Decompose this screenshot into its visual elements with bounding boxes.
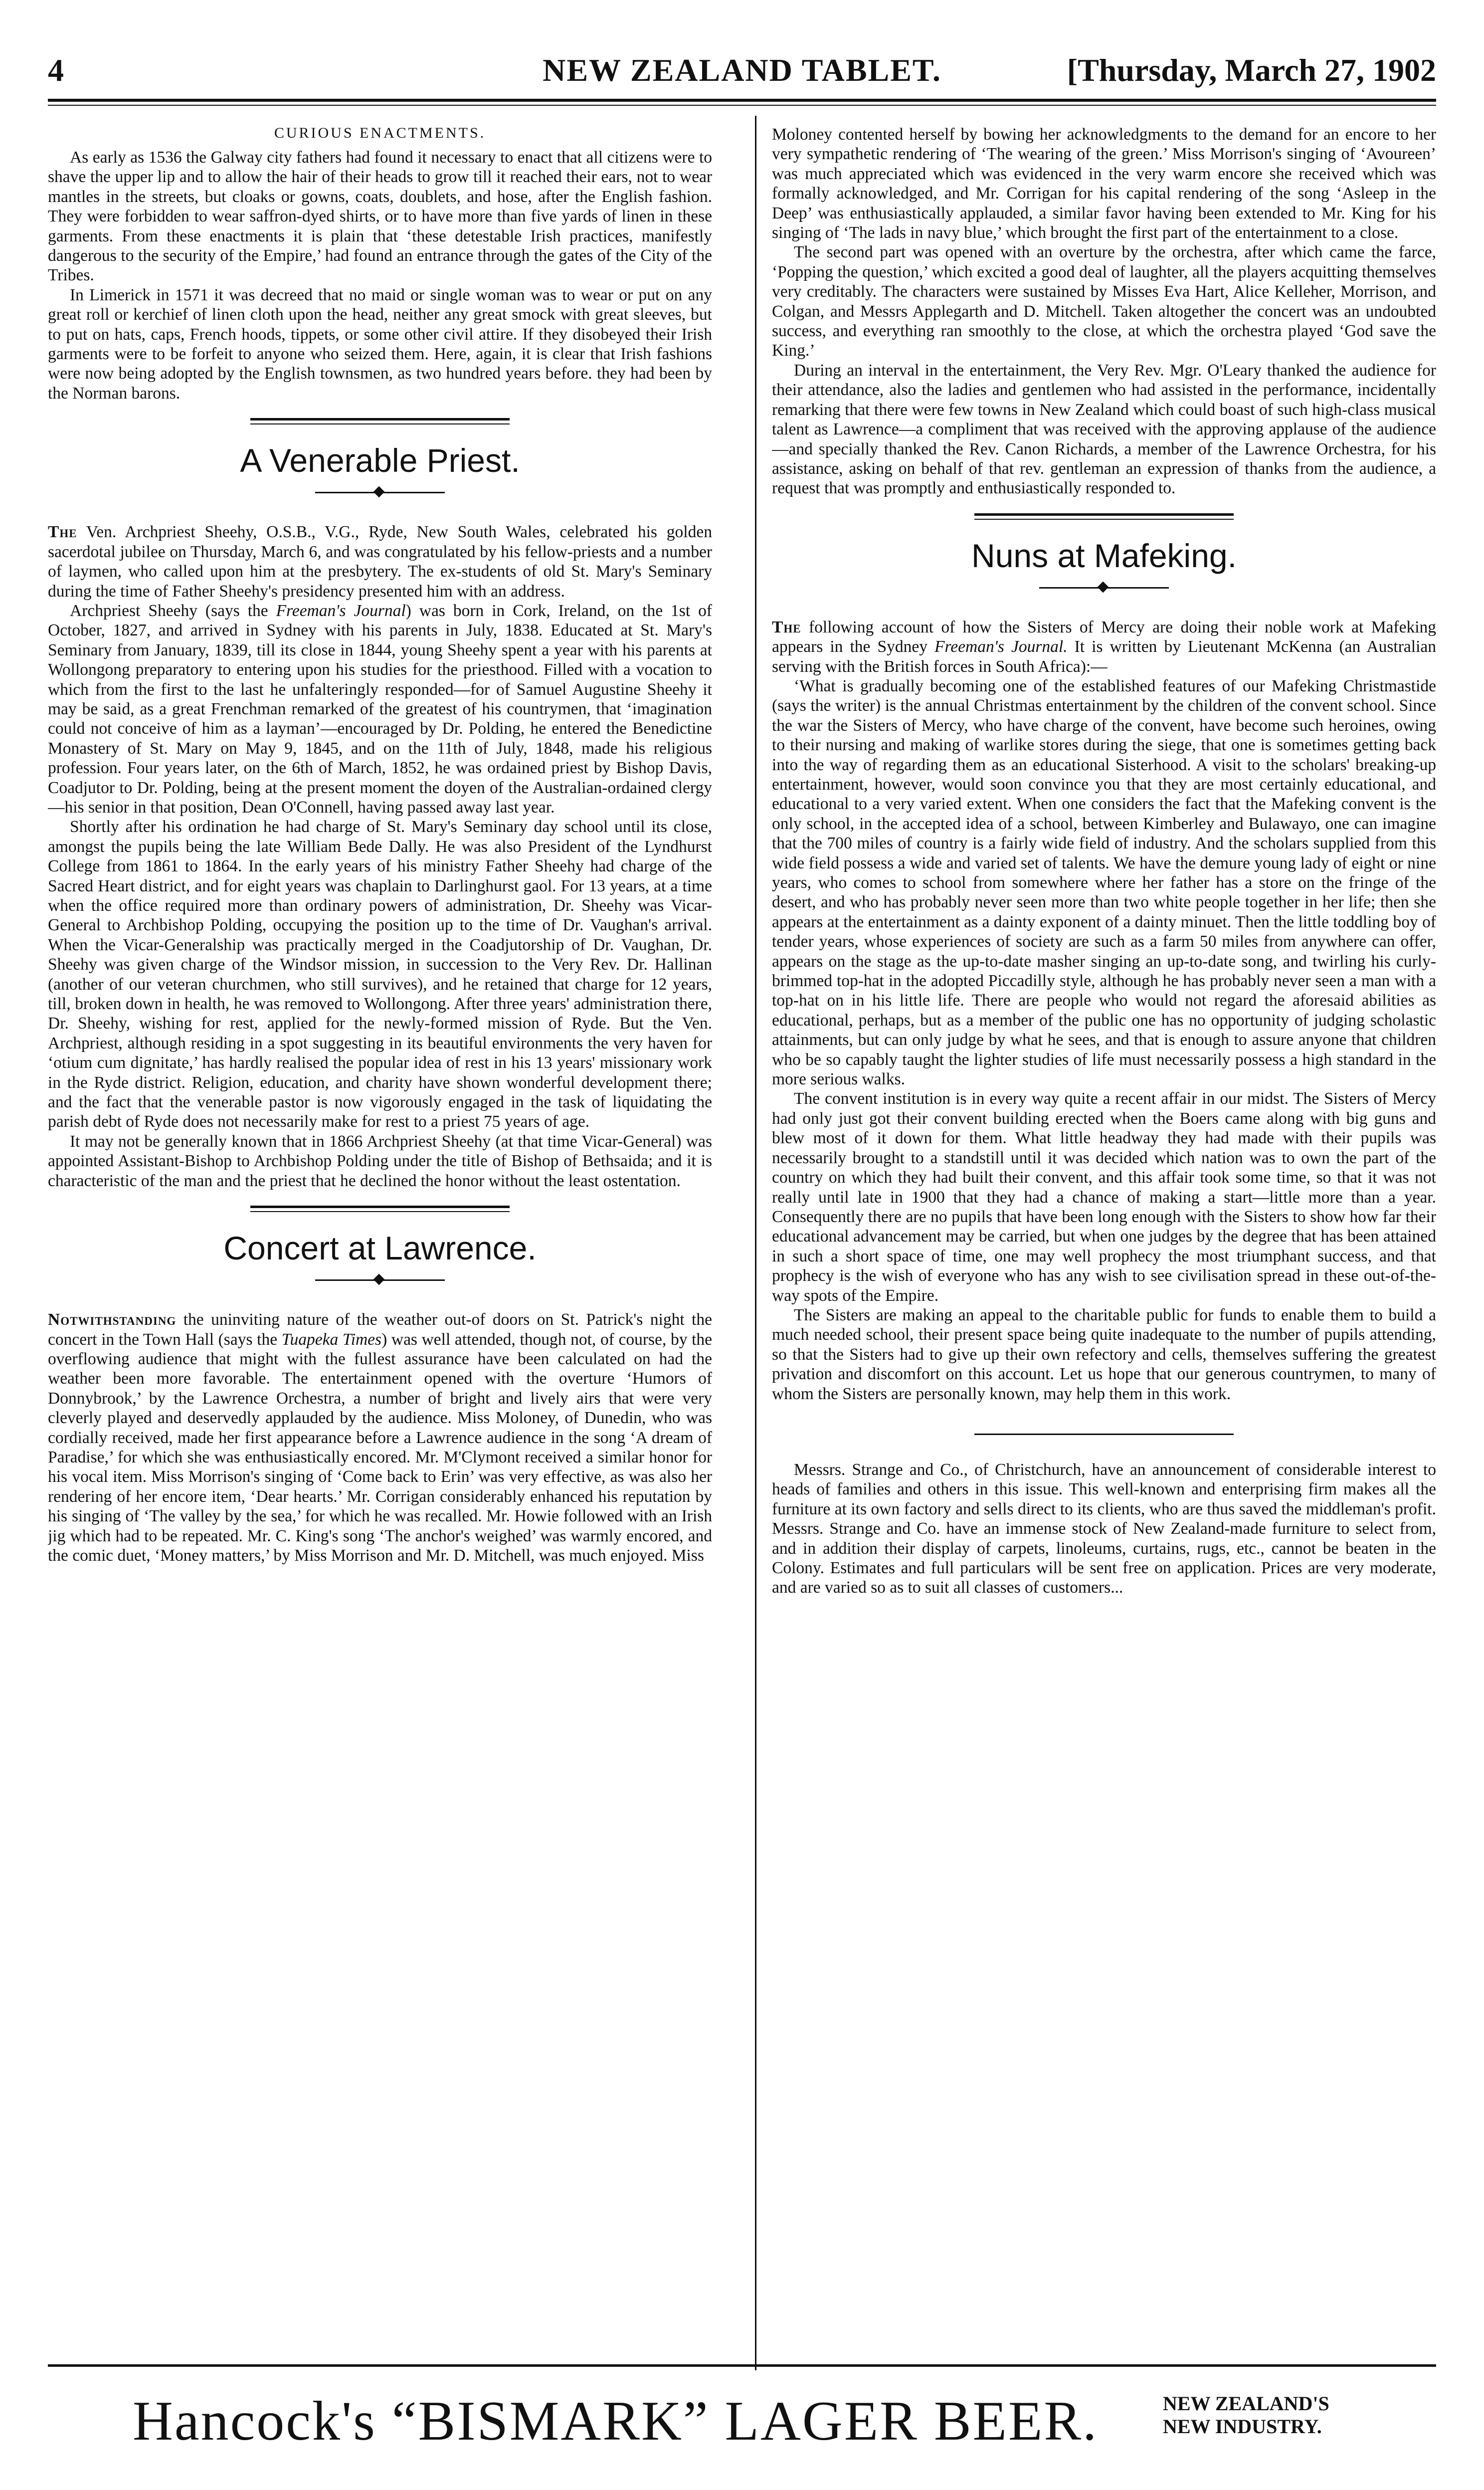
source-title: Freeman's Journal. (934, 637, 1068, 656)
lead-word: The (48, 523, 77, 542)
article-paragraph: ‘What is gradually becoming one of the established features of our Mafeking Christmastide (says the writer) is the annual Christmas entertainment by the children of the convent school. Since the war the Sisters of Mercy, who have charge of the convent, have become such heroines, owing to their nursing and making of warlike stores during the siege, that one is sometimes getting back into the way of regarding them as an educational Sisterhood. A visit to the scholars' breaking-up entertainment, however, would soon convince you that they are most certainly educational, and educational to a very varied extent. When one considers the fact that the Mafeking convent is the only school, in the accepted idea of a school, between Kimberley and Bulawayo, one can imagine that the 700 miles of country is a fairly wide field of industry. And the scholars supplied from this wide field possess a wide and varied set of talents. We have the demure young lady of eight or nine years, who comes to school from somewhere where her father has a store on the fringe of the desert, and who has probably never seen more than two white people together in her life; then she appears at the entertainment as a dainty exponent of a dainty minuet. Then the little toddling boy of tender years, whose experiences of society are such as a farm 50 miles from anywhere can offer, appears on the stage as the up-to-date masher singing an up-to-date song, and twirling his curly-brimmed top-hat in the adopted Piccadilly style, although he has probably never seen a man with a top-hat on in his little life. There are people who would not regard the aforesaid abilities as educational, perhaps, but as a member of the public one has no opportunity of judging scholastic attainments, but can only judge by what he sees, and that is enough to assure anyone that children who be so capably taught the lighter studies of life must necessarily possess a high standard in the more serious walks. (772, 676, 1436, 1089)
right-column (772, 125, 1436, 2364)
section-divider (250, 418, 510, 424)
paragraph-text: Archpriest Sheehy (says the (70, 601, 276, 620)
ad-tagline (1163, 2392, 1329, 2438)
article-paragraph (772, 618, 1436, 676)
ornament-divider (1039, 583, 1169, 593)
page-header (48, 52, 1436, 96)
article-paragraph: As early as 1536 the Galway city fathers had found it necessary to enact that all citizens were to shave the upper lip and to allow the hair of their heads to grow till it reached their ears, not to wear mantles in the streets, but cloaks or gowns, coats, doublets, and hose, after the English fashion. They were forbidden to wear saffron-dyed shirts, or to have more than five yards of linen in these garments. From these enactments it is plain that ‘these detestable Irish practices, manifestly dangerous to the security of the Empire,’ had found an entrance through the gates of the City of the Tribes. (48, 148, 712, 285)
article-paragraph: The second part was opened with an overture by the orchestra, after which came the farce, ‘Popping the question,’ which excited a good deal of laughter, all the players acquitting themselves very creditably. The characters were sustained by Misses Eva Hart, Alice Kelleher, Morrison, and Colgan, and Messrs Applegarth and D. Mitchell. Taken altogether the concert was an undoubted success, and everything ran smoothly to the close, at which the orchestra played ‘God save the King.’ (772, 243, 1436, 360)
paragraph-text: ) was born in Cork, Ireland, on the 1st of October, 1827, and arrived in Sydney with his parents in July, 1838. Educated at St. Mary's Seminary from January, 1839, till its close in 1844, young Sheehy spent a year with his parents at Wollongong preparatory to entering upon his studies for the priesthood. Filled with a vocation to which from the first to the last he unfalteringly responded—for of Samuel Augustine Sheehy it may be said, as a great Frenchman remarked of the greatest of his countrymen, that ‘imagination could not conceive of him as a layman’—encouraged by Dr. Polding, he entered the Benedictine Monastery of St. Mary on May 9, 1845, and on the 11th of July, 1848, made his religious profession. Four years later, on the 6th of March, 1852, he was ordained priest by Bishop Davis, Coadjutor to Dr. Polding, being at the present moment the doyen of the Australian-ordained clergy—his senior in that position, Dean O'Connell, having passed away last year. (48, 601, 712, 817)
diamond-icon (373, 1274, 385, 1285)
article-paragraph: Messrs. Strange and Co., of Christchurch, have an announcement of considerable interest to heads of families and others in this issue. This well-known and enterprising firm makes all the furniture at its own factory and sells direct to its clients, who are thus saved the middleman's profit. Messrs. Strange and Co. have an immense stock of New Zealand-made furniture to select from, and in addition their display of carpets, linoleums, curtains, rugs, etc., cannot be beaten in the Colony. Estimates and full particulars will be sent free on application. Prices are very moderate, and are varied so as to suit all classes of customers... (772, 1460, 1436, 1597)
article-paragraph: It may not be generally known that in 1866 Archpriest Sheehy (at that time Vicar-General) was appointed Assistant-Bishop to Archbishop Polding under the title of Bishop of Bethsaida; and it is characteristic of the man and the priest that he declined the honor without the least ostentation. (48, 1132, 712, 1190)
article-paragraph (48, 601, 712, 817)
section-divider (974, 513, 1234, 520)
diamond-icon (373, 486, 385, 498)
left-column (48, 125, 712, 2364)
paragraph-text: following account of how the Sisters of Mercy are doing their noble work at Mafeking appears in the Sydney (772, 618, 1436, 656)
article-paragraph: In Limerick in 1571 it was decreed that no maid or single woman was to wear or put on any great roll or kerchief of linen cloth upon the head, neither any great smock with great sleeves, but to put on hats, caps, French hoods, tippets, or some other civil attire. If they disobeyed their Irish garments were to be forfeit to anyone who seized them. Here, again, it is clear that Irish fashions were now being adopted by the English townsmen, as two hundred years before. they had been by the Norman barons. (48, 285, 712, 403)
concert-heading: Concert at Lawrence. (223, 1230, 537, 1267)
ad-tagline-line: NEW ZEALAND'S (1163, 2392, 1329, 2415)
column-divider (755, 116, 756, 2370)
section-divider (250, 1206, 510, 1212)
nuns-heading: Nuns at Mafeking. (971, 537, 1237, 574)
source-title: Freeman's Journal (276, 601, 406, 620)
issue-date: [Thursday, March 27, 1902 (1067, 52, 1436, 88)
page-number: 4 (48, 52, 64, 88)
ad-tagline-line: NEW INDUSTRY. (1163, 2415, 1322, 2438)
footer-rule (48, 2364, 1436, 2367)
curious-enactments-heading: CURIOUS ENACTMENTS. (274, 125, 486, 141)
paragraph-text: ) was well attended, though not, of course, by the overflowing audience that might with the fullest assurance have been calculated on had the weather been more favorable. The entertainment opened with the overture ‘Humors of Donnybrook,’ by the Lawrence Orchestra, a number of bright and lively airs that were very cleverly played and deservedly applauded by the audience. Miss Moloney, of Dunedin, who was cordially received, made her first appearance before a Lawrence audience in the song ‘A dream of Paradise,’ for which she was enthusiastically encored. Mr. M'Clymont received a similar honor for his vocal item. Miss Morrison's singing of ‘Come back to Erin’ was very effective, as was also her rendering of her encore item, ‘Dear hearts.’ Mr. Corrigan considerably enhanced his reputation by his singing of ‘The valley by the sea,’ for which he was recalled. Mr. Howie followed with an Irish jig which had to be repeated. Mr. C. King's song ‘The anchor's weighed’ was warmly encored, and the comic duet, ‘Money matters,’ by Miss Morrison and Mr. D. Mitchell, was much enjoyed. Miss (48, 1330, 712, 1565)
section-divider (974, 1434, 1234, 1435)
article-paragraph: The convent institution is in every way quite a recent affair in our midst. The Sisters of Mercy had only just got their convent building erected when the Boers came along with big guns and blew most of it down for them. What little headway they had made with their pupils was necessarily brought to a standstill until it was decided which nation was to own the part of the country on which they had built their convent, and this affair took some time, so that it was not really until late in 1900 that they had a chance of making a start—little more than a year. Consequently there are no pupils that have been long enough with the Sisters to show how far their educational advancement may be carried, but when one judges by the degree that has been attained in such a short space of time, one may well prophecy the most triumphant success, and that prophecy is the wish of everyone who has any wish to see civilisation spread in these out-of-the-way spots of the Empire. (772, 1089, 1436, 1305)
ornament-divider (315, 1275, 445, 1285)
article-paragraph: During an interval in the entertainment, the Very Rev. Mgr. O'Leary thanked the audience for their attendance, also the ladies and gentlemen who had assisted in the performance, incidentally remarking that there were few towns in New Zealand which could boast of such high-class musical talent as Lawrence—a compliment that was received with the approving applause of the audience—and specially thanked the Rev. Canon Richards, a member of the Lawrence Orchestra, for his assistance, asking on behalf of that rev. gentleman an expression of thanks from the audience, a request that was promptly and enthusiastically responded to. (772, 361, 1436, 498)
diamond-icon (1098, 581, 1109, 593)
masthead-title: NEW ZEALAND TABLET. (543, 52, 941, 88)
ad-brand: Hancock's “BISMARK” LAGER BEER. (133, 2390, 1099, 2452)
header-rule-thin (48, 105, 1436, 106)
ornament-divider (315, 487, 445, 497)
article-paragraph: Moloney contented herself by bowing her acknowledgments to the demand for an encore to her very sympathetic rendering of ‘The wearing of the green.’ Miss Morrison's singing of ‘Avoureen’ was much appreciated which was evidenced in the very warm encore she received which was formally acknowledged, and Mr. Corrigan for his capital rendering of the song ‘Asleep in the Deep’ was enthusiastically applauded, a similar favor having been extended to Mr. King for his singing of ‘The lads in navy blue,’ which brought the first part of the entertainment to a close. (772, 125, 1436, 242)
footer-advertisement (48, 2379, 1436, 2459)
lead-word: The (772, 618, 801, 636)
venerable-priest-heading: A Venerable Priest. (240, 442, 520, 479)
header-rule (48, 99, 1436, 102)
article-paragraph: The Sisters are making an appeal to the charitable public for funds to enable them to build a much needed school, their present space being quite inadequate to the number of pupils attending, so that the Sisters had to give up their own refectory and cells, themselves suffering the greatest privation and discomfort on this account. Let us hope that our generous countrymen, to many of whom the Sisters are personally known, may help them in this work. (772, 1305, 1436, 1403)
paragraph-text: the uninviting nature of the weather out-of doors on St. Patrick's night the concert in the Town Hall (says the (48, 1310, 712, 1349)
paragraph-text: It is written by Lieutenant McKenna (an Australian serving with the British forces in South Africa):— (772, 637, 1436, 676)
source-title: Tuapeka Times (281, 1330, 382, 1349)
paragraph-text: Ven. Archpriest Sheehy, O.S.B., V.G., Ryde, New South Wales, celebrated his golden sacerdotal jubilee on Thursday, March 6, and was congratulated by his fellow-priests and a number of laymen, who called upon him at the presbytery. The ex-students of old St. Mary's Seminary during the time of Father Sheehy's presidency presented him with an address. (48, 523, 712, 601)
article-paragraph (48, 522, 712, 601)
lead-word: Notwithstanding (48, 1310, 177, 1329)
article-paragraph: Shortly after his ordination he had charge of St. Mary's Seminary day school until its close, amongst the pupils being the late William Bede Dally. He was also President of the Lyndhurst College from 1861 to 1864. In the early years of his ministry Father Sheehy had charge of the Sacred Heart district, and for eight years was chaplain to Darlinghurst gaol. For 13 years, at a time when the office required more than ordinary powers of administration, Dr. Sheehy was Vicar-General to Archbishop Polding, occupying the position up to the time of Dr. Vaughan's arrival. When the Vicar-Generalship was practically merged in the Coadjutorship of Dr. Vaughan, Dr. Sheehy was given charge of the Windsor mission, in succession to the Very Rev. Dr. Hallinan (another of our veteran churchmen, who still survives), and he retained that charge for 12 years, till, broken down in health, he was removed to Wollongong. After three years' administration there, Dr. Sheehy, wishing for rest, applied for the newly-formed mission of Ryde. But the Ven. Archpriest, although residing in a spot suggesting in its beautiful environments the very haven for ‘otium cum dignitate,’ has hardly realised the popular idea of rest in his 13 years' missionary work in the Ryde district. Religion, education, and charity have shown wonderful development there; and the fact that the venerable pastor is now vigorously engaged in the task of liquidating the parish debt of Ryde does not necessarily make for rest to a priest 75 years of age. (48, 818, 712, 1131)
article-paragraph (48, 1310, 712, 1565)
